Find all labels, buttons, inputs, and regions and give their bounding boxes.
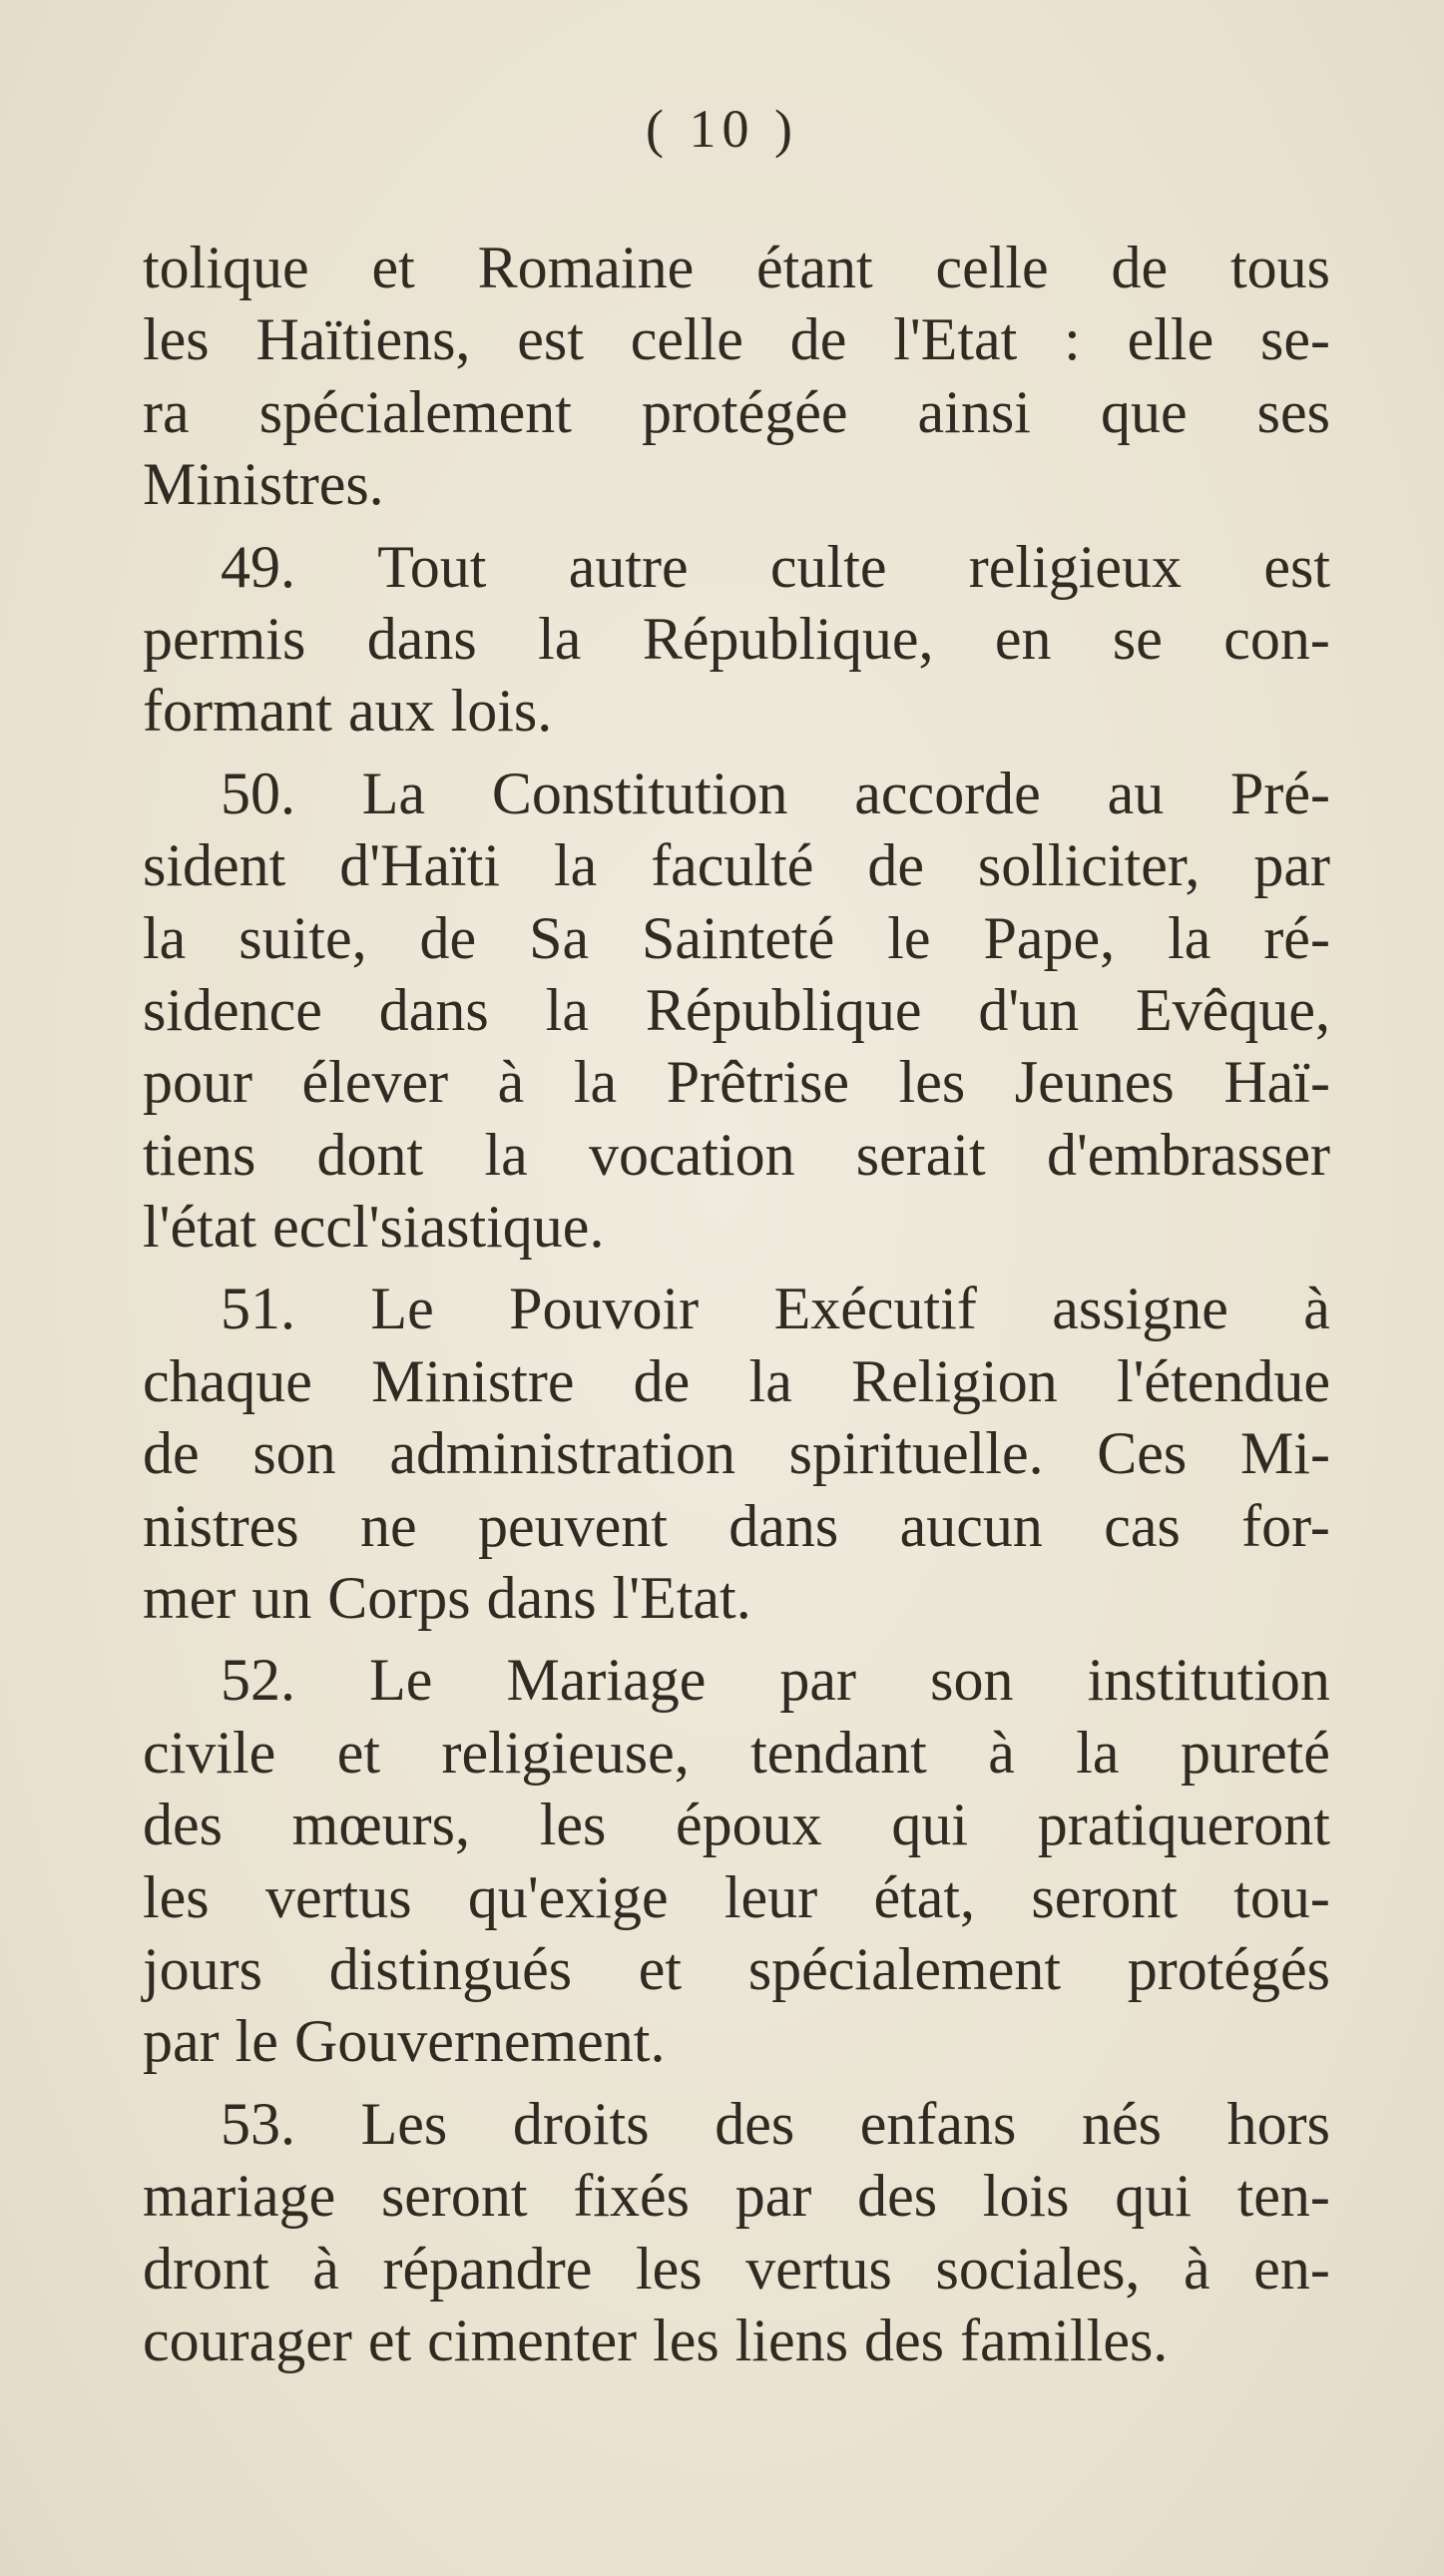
text-line: formant aux lois.	[143, 678, 553, 745]
text-line: 49. Tout autre culte religieux est	[221, 533, 1330, 600]
text-line: mariage seront fixés par des lois qui ten-	[143, 2163, 1330, 2230]
text-line: Ministres.	[143, 451, 384, 518]
text-line: mer un Corps dans l'Etat.	[143, 1565, 751, 1632]
text-line: pour élever à la Prêtrise les Jeunes Haï-	[143, 1049, 1330, 1116]
text-line: courager et cimenter les liens des familles.	[143, 2307, 1169, 2373]
text-line: 51. Le Pouvoir Exécutif assigne à	[221, 1276, 1330, 1342]
text-line: sidence dans la République d'un Evêque,	[143, 976, 1330, 1043]
text-line: sident d'Haïti la faculté de solliciter, par	[143, 832, 1330, 899]
text-line: permis dans la République, en se con-	[143, 605, 1330, 672]
text-line: 53. Les droits des enfans nés hors	[221, 2090, 1330, 2157]
text-line: les vertus qu'exige leur état, seront tou-	[143, 1863, 1330, 1930]
text-line: chaque Ministre de la Religion l'étendue	[143, 1347, 1330, 1414]
text-line: par le Gouvernement.	[143, 2008, 666, 2075]
text-line: l'état eccl'siastique.	[143, 1194, 605, 1261]
text-line: de son administration spirituelle. Ces Mi-	[143, 1420, 1330, 1487]
text-line: dront à répandre les vertus sociales, à en-	[143, 2235, 1330, 2302]
text-line: les Haïtiens, est celle de l'Etat : elle se-	[143, 306, 1330, 373]
text-line: 52. Le Mariage par son institution	[221, 1647, 1330, 1714]
text-line: ra spécialement protégée ainsi que ses	[143, 378, 1330, 445]
text-line: tolique et Romaine étant celle de tous	[143, 235, 1330, 300]
text-line: nistres ne peuvent dans aucun cas for-	[143, 1492, 1330, 1559]
text-line: jours distingués et spécialement protégés	[143, 1935, 1330, 2002]
text-line: 50. La Constitution accorde au Pré-	[221, 760, 1330, 826]
text-line: la suite, de Sa Sainteté le Pape, la ré-	[143, 904, 1330, 971]
text-line: tiens dont la vocation serait d'embrasser	[143, 1121, 1330, 1188]
text-line: civile et religieuse, tendant à la pureté	[143, 1719, 1330, 1786]
page-number: ( 10 )	[646, 99, 798, 159]
text-line: des mœurs, les époux qui pratiqueront	[143, 1792, 1330, 1858]
body-text	[143, 232, 1330, 2376]
